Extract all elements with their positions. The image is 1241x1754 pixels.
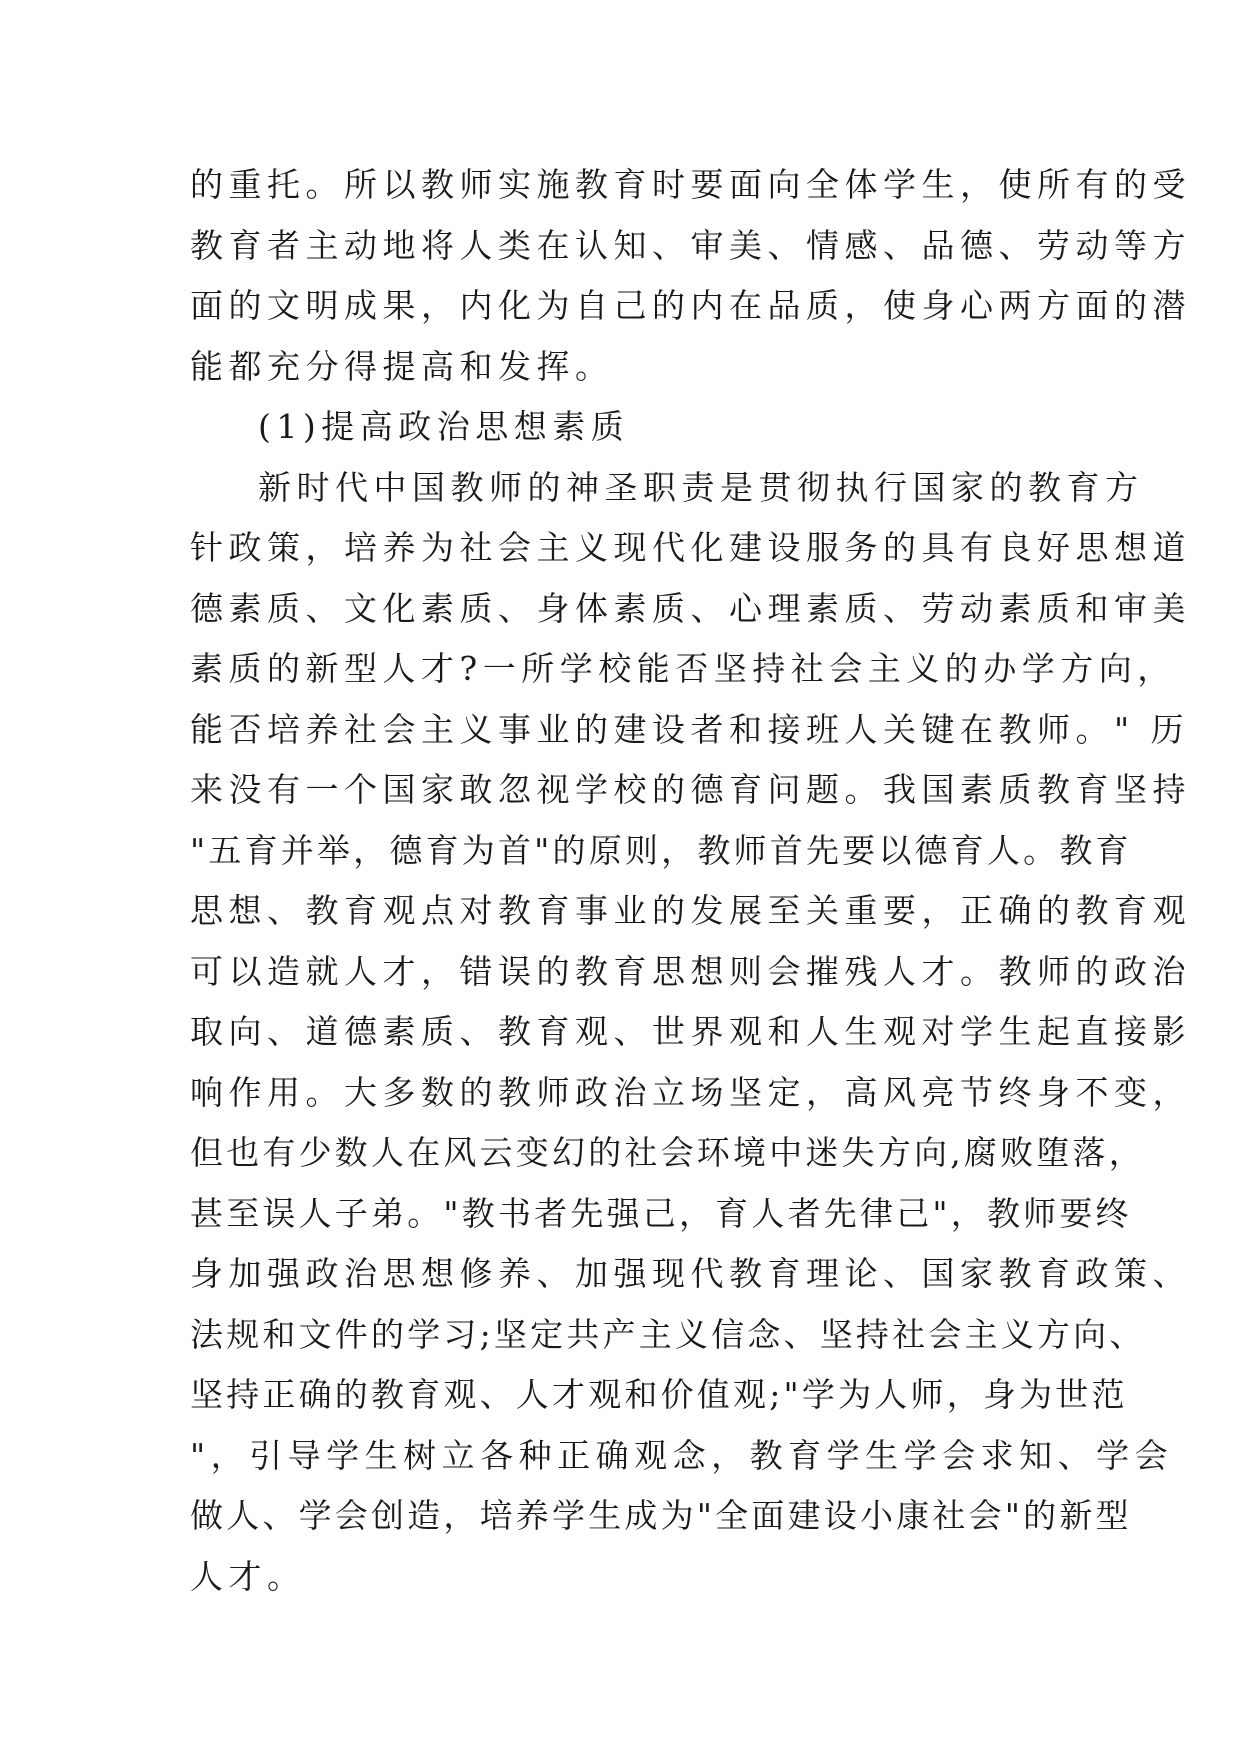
text-line: 做人、学会创造，培养学生成为"全面建设小康社会"的新型 [190, 1496, 1132, 1535]
text-line: 人才。 [190, 1556, 306, 1596]
text-line: "五育并举，德育为首"的原则，教师首先要以德育人。教育 [190, 830, 1132, 870]
text-line: 思想、教育观点对教育事业的发展至关重要，正确的教育观 [190, 891, 1191, 930]
text-line: "，引导学生树立各种正确观念，教育学生学会求知、学会 [190, 1435, 1174, 1475]
text-line: 能否培养社会主义事业的建设者和接班人关键在教师。" 历 [190, 709, 1190, 749]
text-line: 身加强政治思想修养、加强现代教育理论、国家教育政策、 [190, 1254, 1191, 1293]
text-line: 甚至误人子弟。"教书者先强己，育人者先律己"，教师要终 [190, 1193, 1132, 1233]
section-heading: (1)提高政治思想素质 [258, 407, 630, 446]
text-line: 新时代中国教师的神圣职责是贯彻执行国家的教育方 [258, 467, 1144, 507]
text-line: 的重托。所以教师实施教育时要面向全体学生，使所有的受 [190, 165, 1191, 204]
text-line: 面的文明成果，内化为自己的内在品质，使身心两方面的潜 [190, 286, 1191, 325]
text-line: 响作用。大多数的教师政治立场坚定，高风亮节终身不变， [190, 1072, 1191, 1112]
text-line: 法规和文件的学习;坚定共产主义信念、坚持社会主义方向、 [190, 1314, 1146, 1354]
text-line: 针政策，培养为社会主义现代化建设服务的具有良好思想道 [190, 528, 1191, 567]
text-line: 可以造就人才，错误的教育思想则会摧残人才。教师的政治 [190, 951, 1191, 991]
text-line: 能都充分得提高和发挥。 [190, 346, 614, 386]
text-line: 取向、道德素质、教育观、世界观和人生观对学生起直接影 [190, 1012, 1191, 1051]
text-line: 但也有少数人在风云变幻的社会环境中迷失方向,腐败堕落， [190, 1133, 1145, 1172]
text-line: 素质的新型人才?一所学校能否坚持社会主义的办学方向， [190, 649, 1176, 688]
body-text [190, 155, 1191, 1607]
text-line: 坚持正确的教育观、人才观和价值观;"学为人师，身为世范 [190, 1375, 1128, 1414]
text-line: 德素质、文化素质、身体素质、心理素质、劳动素质和审美 [190, 588, 1191, 628]
text-line: 教育者主动地将人类在认知、审美、情感、品德、劳动等方 [190, 225, 1191, 265]
text-line: 来没有一个国家敢忽视学校的德育问题。我国素质教育坚持 [190, 770, 1191, 809]
